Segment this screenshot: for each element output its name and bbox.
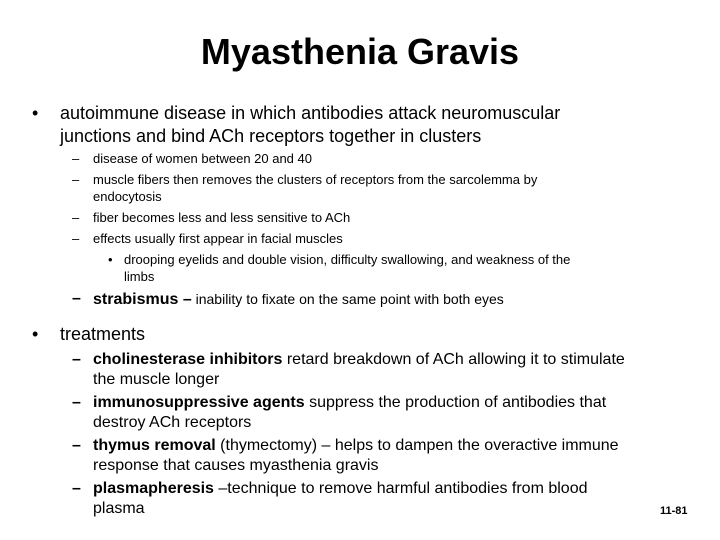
treatment-term: cholinesterase inhibitors: [93, 351, 283, 368]
treatment-term: immunosuppressive agents: [93, 394, 305, 411]
strabismus-definition: inability to fixate on the same point with both eyes: [191, 291, 504, 307]
sub-sub-bullet-text-cont: limbs: [124, 269, 155, 284]
treatment-text-cont: plasma: [93, 500, 145, 517]
dash-marker: –: [72, 351, 81, 368]
dash-marker: –: [72, 231, 80, 246]
treatment-text-cont: response that causes myasthenia gravis: [93, 457, 379, 474]
treatment-desc: suppress the production of antibodies that: [304, 394, 607, 411]
treatment-text: [93, 436, 619, 456]
slide-title: Myasthenia Gravis: [200, 31, 520, 72]
bullet-marker: •: [108, 252, 113, 267]
treatment-desc: –technique to remove harmful antibodies from blood: [213, 480, 588, 497]
sub-bullet-text: fiber becomes less and less sensitive to ACh: [93, 210, 351, 225]
bullet-text: treatments: [60, 324, 146, 344]
sub-bullet-text: effects usually first appear in facial muscles: [93, 231, 343, 246]
dash-marker: –: [72, 172, 80, 187]
treatment-term: plasmapheresis: [93, 480, 214, 497]
treatment-text: [93, 393, 606, 413]
treatment-text: [93, 479, 588, 499]
page-number: 11-81: [660, 505, 688, 517]
treatment-desc: retard breakdown of ACh allowing it to stimulate: [282, 351, 625, 368]
strabismus-term: strabismus –: [93, 291, 192, 308]
treatment-text-cont: the muscle longer: [93, 371, 220, 388]
sub-bullet-text: disease of women between 20 and 40: [93, 151, 312, 166]
dash-marker: –: [72, 480, 81, 497]
dash-marker: –: [72, 210, 80, 225]
sub-bullet-text-cont: endocytosis: [93, 189, 162, 204]
sub-bullet-text: muscle fibers then removes the clusters of receptors from the sarcolemma by: [93, 172, 538, 187]
strabismus-text: [93, 289, 504, 310]
treatment-text: [93, 350, 625, 370]
bullet-text-line1: autoimmune disease in which antibodies attack neuromuscular: [60, 103, 561, 123]
bullet-marker: •: [32, 324, 39, 344]
treatment-text-cont: destroy ACh receptors: [93, 414, 252, 431]
dash-marker: –: [72, 437, 81, 454]
sub-sub-bullet-text: drooping eyelids and double vision, difficulty swallowing, and weakness of the: [124, 252, 571, 267]
dash-marker: –: [72, 394, 81, 411]
treatment-desc: (thymectomy) – helps to dampen the overactive immune: [215, 437, 619, 454]
dash-marker: –: [72, 151, 80, 166]
bullet-marker: •: [32, 103, 39, 123]
treatment-term: thymus removal: [93, 437, 216, 454]
bullet-text-line2: junctions and bind ACh receptors together in clusters: [60, 126, 482, 146]
dash-marker: –: [72, 290, 81, 307]
